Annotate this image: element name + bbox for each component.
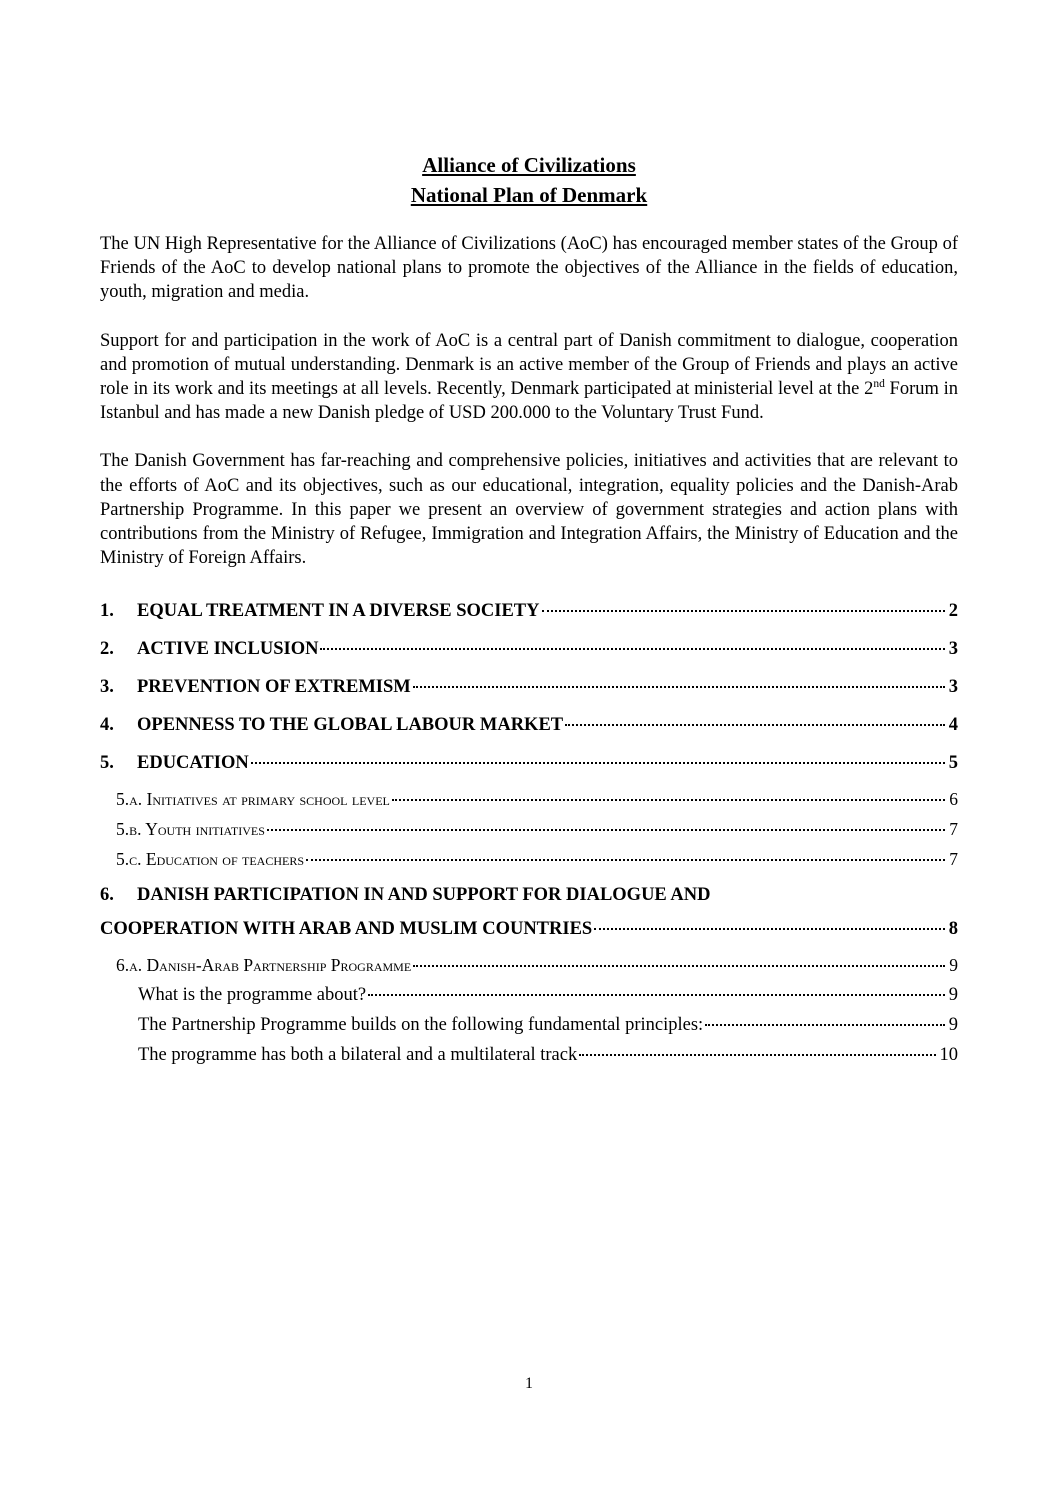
toc-entry-page: 5 bbox=[948, 753, 958, 774]
toc-entry-number: 4. bbox=[100, 715, 114, 736]
document-title bbox=[100, 150, 958, 210]
toc-entry-6a-sub3 bbox=[138, 1040, 958, 1070]
toc-entry-3 bbox=[100, 670, 958, 704]
toc-dot-leader bbox=[413, 686, 945, 688]
toc-entry-text: EQUAL TREATMENT IN A DIVERSE SOCIETY bbox=[137, 601, 540, 622]
toc-entry-text: DANISH PARTICIPATION IN AND SUPPORT FOR DIALOGUE AND bbox=[137, 885, 711, 906]
toc-entry-number: 1. bbox=[100, 601, 114, 622]
toc-entry-text: ACTIVE INCLUSION bbox=[137, 639, 319, 660]
intro-paragraph-1: The UN High Representative for the Alliance of Civilizations (AoC) has encouraged member states of the Group of Friends of the AoC to develop national plans to promote the objectives of the Alliance in the fields of education, youth, migration and media. bbox=[100, 234, 958, 303]
toc-entry-text: COOPERATION WITH ARAB AND MUSLIM COUNTRIES bbox=[100, 919, 593, 940]
intro-paragraph-2 bbox=[100, 329, 958, 426]
toc-entry-6a bbox=[116, 950, 958, 980]
toc-entry-text: PREVENTION OF EXTREMISM bbox=[137, 677, 411, 698]
toc-dot-leader bbox=[542, 610, 945, 612]
toc-dot-leader bbox=[705, 1024, 945, 1026]
toc-dot-leader bbox=[368, 994, 945, 996]
toc-entry-page: 3 bbox=[948, 639, 958, 660]
toc-entry-6-line2 bbox=[100, 912, 958, 946]
toc-entry-text: 6.a. Danish-Arab Partnership Programme bbox=[116, 955, 412, 976]
toc-entry-5 bbox=[100, 746, 958, 780]
toc-dot-leader bbox=[594, 928, 945, 930]
toc-dot-leader bbox=[392, 799, 945, 801]
toc-entry-5c bbox=[116, 844, 958, 874]
toc-entry-4 bbox=[100, 708, 958, 742]
toc-entry-text: 5.c. Education of teachers bbox=[116, 849, 304, 870]
toc-entry-page: 7 bbox=[949, 819, 958, 840]
toc-entry-text: The programme has both a bilateral and a multilateral track bbox=[138, 1045, 578, 1066]
toc-entry-6-line1 bbox=[100, 878, 958, 912]
toc-dot-leader bbox=[251, 762, 945, 764]
toc-entry-6a-sub2 bbox=[138, 1010, 958, 1040]
toc-dot-leader bbox=[267, 829, 945, 831]
toc-entry-number: 2. bbox=[100, 639, 114, 660]
intro-paragraph-3: The Danish Government has far-reaching and comprehensive policies, initiatives and activities that are relevant to the efforts of AoC and its objectives, such as our educational, integration, equality policies and the Danish-Arab Partnership Programme. In this paper we present an overview of government strategies and action plans with contributions from the Ministry of Refugee, Immigration and Integration Affairs, the Ministry of Education and the Ministry of Foreign Affairs. bbox=[100, 451, 958, 569]
toc-entry-number: 5. bbox=[100, 753, 114, 774]
toc-entry-text: 5.a. Initiatives at primary school level bbox=[116, 789, 390, 810]
document-title-line1: Alliance of Civilizations bbox=[422, 153, 636, 177]
paragraph-text: Support for and participation in the work of AoC is a central part of Danish commitment to dialogue, cooperation and promotion of mutual understanding. Denmark is an active member of the Group of Friends and plays an active role in its work and its meetings at all levels. Recently, Denmark participated at ministerial level at the 2 bbox=[100, 330, 958, 400]
toc-entry-text: EDUCATION bbox=[137, 753, 249, 774]
toc-entry-6a-sub1 bbox=[138, 980, 958, 1010]
toc-dot-leader bbox=[413, 965, 945, 967]
toc-dot-leader bbox=[565, 724, 945, 726]
toc-entry-page: 9 bbox=[949, 955, 958, 976]
toc-entry-text: 5.b. Youth initiatives bbox=[116, 819, 265, 840]
paragraph-text: Forum in Istanbul and has made a new Danish pledge of USD 200.000 to the Voluntary Trust Fund. bbox=[100, 379, 958, 424]
toc-entry-page: 7 bbox=[949, 849, 958, 870]
toc-entry-page: 8 bbox=[948, 919, 958, 940]
toc-entry-number: 6. bbox=[100, 885, 114, 906]
toc-entry-5b bbox=[116, 814, 958, 844]
toc-dot-leader bbox=[320, 648, 944, 650]
toc-entry-page: 9 bbox=[948, 1015, 958, 1036]
toc-entry-page: 2 bbox=[948, 601, 958, 622]
toc-entry-1 bbox=[100, 594, 958, 628]
toc-entry-text: OPENNESS TO THE GLOBAL LABOUR MARKET bbox=[137, 715, 564, 736]
page-number: 1 bbox=[525, 1375, 533, 1392]
toc-dot-leader bbox=[306, 859, 945, 861]
toc-entry-text: What is the programme about? bbox=[138, 985, 367, 1006]
toc-entry-page: 10 bbox=[939, 1045, 958, 1066]
table-of-contents bbox=[100, 594, 958, 1070]
toc-entry-page: 4 bbox=[948, 715, 958, 736]
document-content bbox=[100, 150, 958, 1070]
toc-entry-number: 3. bbox=[100, 677, 114, 698]
document-title-line2: National Plan of Denmark bbox=[410, 183, 648, 207]
toc-entry-page: 6 bbox=[949, 789, 958, 810]
toc-entry-5a bbox=[116, 784, 958, 814]
superscript-ordinal: nd bbox=[873, 377, 885, 390]
toc-entry-2 bbox=[100, 632, 958, 666]
toc-entry-page: 9 bbox=[948, 985, 958, 1006]
toc-dot-leader bbox=[579, 1054, 935, 1056]
toc-entry-page: 3 bbox=[948, 677, 958, 698]
toc-entry-text: The Partnership Programme builds on the following fundamental principles: bbox=[138, 1015, 704, 1036]
